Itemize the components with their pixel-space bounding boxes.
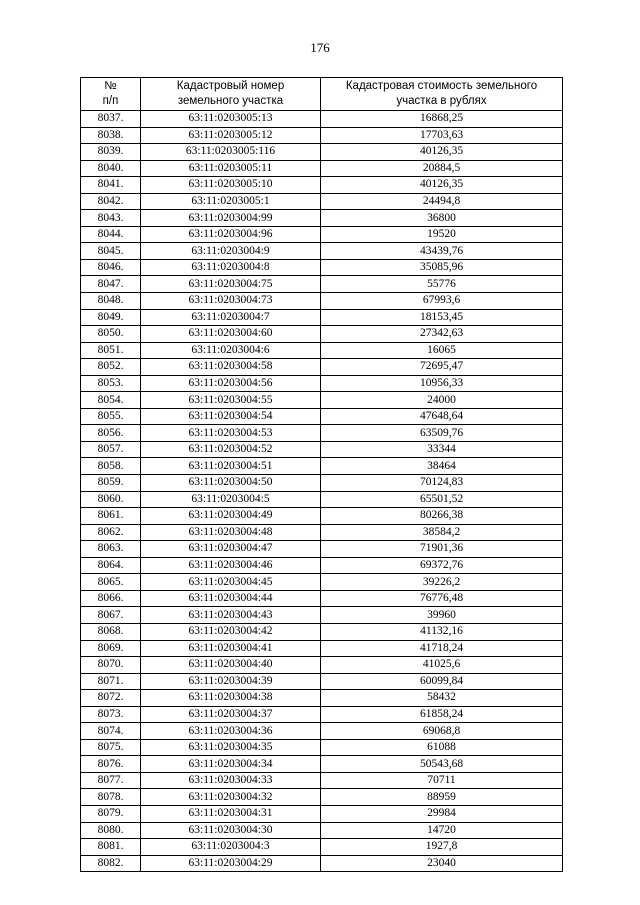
cadastral-number-cell: 63:11:0203004:39 xyxy=(141,673,321,690)
row-number-cell: 8051. xyxy=(81,342,141,359)
row-number-cell: 8081. xyxy=(81,839,141,856)
cadastral-value-cell: 27342,63 xyxy=(321,326,563,343)
table-row xyxy=(81,408,563,425)
row-number-cell: 8059. xyxy=(81,475,141,492)
row-number-cell: 8082. xyxy=(81,855,141,872)
row-number-cell: 8039. xyxy=(81,144,141,161)
cadastral-number-cell: 63:11:0203004:6 xyxy=(141,342,321,359)
header-cadastral-number xyxy=(141,78,321,111)
cadastral-value-cell: 29984 xyxy=(321,805,563,822)
cadastral-value-cell: 71901,36 xyxy=(321,541,563,558)
table-row xyxy=(81,541,563,558)
cadastral-value-cell: 80266,38 xyxy=(321,508,563,525)
table-row xyxy=(81,375,563,392)
table-row xyxy=(81,607,563,624)
cadastral-number-cell: 63:11:0203004:96 xyxy=(141,226,321,243)
cadastral-value-cell: 88959 xyxy=(321,789,563,806)
cadastral-value-cell: 63509,76 xyxy=(321,425,563,442)
table-row xyxy=(81,524,563,541)
cadastral-number-cell: 63:11:0203004:58 xyxy=(141,359,321,376)
cadastral-value-cell: 38464 xyxy=(321,458,563,475)
table-row xyxy=(81,342,563,359)
row-number-cell: 8070. xyxy=(81,657,141,674)
table-row xyxy=(81,657,563,674)
row-number-cell: 8055. xyxy=(81,408,141,425)
table-row xyxy=(81,508,563,525)
cadastral-value-table xyxy=(80,77,563,872)
row-number-cell: 8071. xyxy=(81,673,141,690)
row-number-cell: 8048. xyxy=(81,293,141,310)
cadastral-number-cell: 63:11:0203004:34 xyxy=(141,756,321,773)
row-number-cell: 8065. xyxy=(81,574,141,591)
cadastral-value-cell: 58432 xyxy=(321,690,563,707)
cadastral-value-cell: 36800 xyxy=(321,210,563,227)
cadastral-number-cell: 63:11:0203005:13 xyxy=(141,111,321,128)
row-number-cell: 8079. xyxy=(81,805,141,822)
table-row xyxy=(81,458,563,475)
header-row-number-line-1: № xyxy=(104,80,117,92)
table-row xyxy=(81,425,563,442)
table-row xyxy=(81,475,563,492)
cadastral-number-cell: 63:11:0203004:33 xyxy=(141,772,321,789)
header-row-number xyxy=(81,78,141,111)
row-number-cell: 8050. xyxy=(81,326,141,343)
table-row xyxy=(81,557,563,574)
table-row xyxy=(81,243,563,260)
cadastral-number-cell: 63:11:0203004:43 xyxy=(141,607,321,624)
header-cadastral-value-line-2: участка в рублях xyxy=(396,95,487,107)
cadastral-value-cell: 20884,5 xyxy=(321,160,563,177)
cadastral-value-cell: 65501,52 xyxy=(321,491,563,508)
cadastral-number-cell: 63:11:0203004:31 xyxy=(141,805,321,822)
cadastral-number-cell: 63:11:0203004:53 xyxy=(141,425,321,442)
table-row xyxy=(81,855,563,872)
cadastral-number-cell: 63:11:0203004:45 xyxy=(141,574,321,591)
row-number-cell: 8040. xyxy=(81,160,141,177)
cadastral-value-cell: 72695,47 xyxy=(321,359,563,376)
header-cadastral-number-line-2: земельного участка xyxy=(177,95,284,107)
cadastral-number-cell: 63:11:0203004:56 xyxy=(141,375,321,392)
cadastral-value-cell: 40126,35 xyxy=(321,144,563,161)
cadastral-number-cell: 63:11:0203005:116 xyxy=(141,144,321,161)
cadastral-value-cell: 10956,33 xyxy=(321,375,563,392)
cadastral-value-cell: 70711 xyxy=(321,772,563,789)
row-number-cell: 8075. xyxy=(81,739,141,756)
cadastral-number-cell: 63:11:0203004:40 xyxy=(141,657,321,674)
row-number-cell: 8063. xyxy=(81,541,141,558)
cadastral-number-cell: 63:11:0203004:55 xyxy=(141,392,321,409)
cadastral-value-cell: 39960 xyxy=(321,607,563,624)
table-row xyxy=(81,309,563,326)
table-row xyxy=(81,259,563,276)
row-number-cell: 8037. xyxy=(81,111,141,128)
cadastral-value-cell: 55776 xyxy=(321,276,563,293)
header-cadastral-value xyxy=(321,78,563,111)
cadastral-value-cell: 67993,6 xyxy=(321,293,563,310)
table-row xyxy=(81,491,563,508)
table-row xyxy=(81,805,563,822)
cadastral-number-cell: 63:11:0203005:12 xyxy=(141,127,321,144)
table-row xyxy=(81,574,563,591)
header-cadastral-number-line-1: Кадастровый номер xyxy=(176,80,285,92)
table-body xyxy=(81,111,563,872)
row-number-cell: 8067. xyxy=(81,607,141,624)
table-row xyxy=(81,226,563,243)
cadastral-value-cell: 69068,8 xyxy=(321,723,563,740)
cadastral-value-cell: 69372,76 xyxy=(321,557,563,574)
cadastral-number-cell: 63:11:0203004:3 xyxy=(141,839,321,856)
cadastral-number-cell: 63:11:0203004:32 xyxy=(141,789,321,806)
cadastral-value-cell: 18153,45 xyxy=(321,309,563,326)
table-row xyxy=(81,160,563,177)
cadastral-value-cell: 17703,63 xyxy=(321,127,563,144)
table-row xyxy=(81,839,563,856)
row-number-cell: 8057. xyxy=(81,441,141,458)
row-number-cell: 8049. xyxy=(81,309,141,326)
cadastral-value-cell: 60099,84 xyxy=(321,673,563,690)
cadastral-value-cell: 43439,76 xyxy=(321,243,563,260)
row-number-cell: 8038. xyxy=(81,127,141,144)
row-number-cell: 8077. xyxy=(81,772,141,789)
page-number: 176 xyxy=(310,40,330,55)
table-row xyxy=(81,623,563,640)
cadastral-number-cell: 63:11:0203004:41 xyxy=(141,640,321,657)
row-number-cell: 8058. xyxy=(81,458,141,475)
table-row xyxy=(81,193,563,210)
cadastral-number-cell: 63:11:0203004:5 xyxy=(141,491,321,508)
cadastral-number-cell: 63:11:0203004:30 xyxy=(141,822,321,839)
cadastral-value-cell: 41025,6 xyxy=(321,657,563,674)
table-row xyxy=(81,789,563,806)
header-row-number-line-2: п/п xyxy=(102,95,119,107)
cadastral-value-cell: 35085,96 xyxy=(321,259,563,276)
row-number-cell: 8062. xyxy=(81,524,141,541)
cadastral-number-cell: 63:11:0203004:60 xyxy=(141,326,321,343)
cadastral-value-cell: 61088 xyxy=(321,739,563,756)
table-row xyxy=(81,144,563,161)
row-number-cell: 8042. xyxy=(81,193,141,210)
row-number-cell: 8046. xyxy=(81,259,141,276)
row-number-cell: 8066. xyxy=(81,590,141,607)
row-number-cell: 8078. xyxy=(81,789,141,806)
cadastral-value-cell: 14720 xyxy=(321,822,563,839)
row-number-cell: 8056. xyxy=(81,425,141,442)
table-row xyxy=(81,392,563,409)
row-number-cell: 8069. xyxy=(81,640,141,657)
cadastral-number-cell: 63:11:0203004:44 xyxy=(141,590,321,607)
table-row xyxy=(81,673,563,690)
table-row xyxy=(81,690,563,707)
cadastral-number-cell: 63:11:0203004:50 xyxy=(141,475,321,492)
header-cadastral-value-line-1: Кадастровая стоимость земельного xyxy=(345,80,538,92)
row-number-cell: 8076. xyxy=(81,756,141,773)
table-row xyxy=(81,359,563,376)
cadastral-number-cell: 63:11:0203004:73 xyxy=(141,293,321,310)
cadastral-value-cell: 40126,35 xyxy=(321,177,563,194)
table-row xyxy=(81,756,563,773)
cadastral-value-cell: 16868,25 xyxy=(321,111,563,128)
row-number-cell: 8054. xyxy=(81,392,141,409)
row-number-cell: 8068. xyxy=(81,623,141,640)
table-row xyxy=(81,276,563,293)
table-row xyxy=(81,111,563,128)
cadastral-number-cell: 63:11:0203004:47 xyxy=(141,541,321,558)
cadastral-value-cell: 16065 xyxy=(321,342,563,359)
cadastral-value-cell: 24494,8 xyxy=(321,193,563,210)
cadastral-value-cell: 38584,2 xyxy=(321,524,563,541)
cadastral-value-cell: 33344 xyxy=(321,441,563,458)
table-row xyxy=(81,441,563,458)
cadastral-number-cell: 63:11:0203004:54 xyxy=(141,408,321,425)
cadastral-value-cell: 70124,83 xyxy=(321,475,563,492)
cadastral-number-cell: 63:11:0203005:11 xyxy=(141,160,321,177)
cadastral-value-cell: 19520 xyxy=(321,226,563,243)
table-header-row xyxy=(81,78,563,111)
table-row xyxy=(81,326,563,343)
cadastral-number-cell: 63:11:0203004:75 xyxy=(141,276,321,293)
cadastral-value-cell: 47648,64 xyxy=(321,408,563,425)
row-number-cell: 8061. xyxy=(81,508,141,525)
row-number-cell: 8073. xyxy=(81,706,141,723)
cadastral-number-cell: 63:11:0203004:7 xyxy=(141,309,321,326)
cadastral-value-cell: 41132,16 xyxy=(321,623,563,640)
cadastral-number-cell: 63:11:0203004:49 xyxy=(141,508,321,525)
cadastral-number-cell: 63:11:0203004:48 xyxy=(141,524,321,541)
cadastral-number-cell: 63:11:0203004:99 xyxy=(141,210,321,227)
table-row xyxy=(81,177,563,194)
cadastral-value-cell: 50543,68 xyxy=(321,756,563,773)
row-number-cell: 8080. xyxy=(81,822,141,839)
cadastral-value-cell: 39226,2 xyxy=(321,574,563,591)
cadastral-value-cell: 61858,24 xyxy=(321,706,563,723)
row-number-cell: 8047. xyxy=(81,276,141,293)
row-number-cell: 8053. xyxy=(81,375,141,392)
table-row xyxy=(81,822,563,839)
row-number-cell: 8072. xyxy=(81,690,141,707)
table-row xyxy=(81,723,563,740)
row-number-cell: 8045. xyxy=(81,243,141,260)
table-row xyxy=(81,127,563,144)
cadastral-number-cell: 63:11:0203004:46 xyxy=(141,557,321,574)
table-row xyxy=(81,772,563,789)
cadastral-number-cell: 63:11:0203004:29 xyxy=(141,855,321,872)
cadastral-number-cell: 63:11:0203005:1 xyxy=(141,193,321,210)
row-number-cell: 8074. xyxy=(81,723,141,740)
cadastral-number-cell: 63:11:0203004:42 xyxy=(141,623,321,640)
cadastral-number-cell: 63:11:0203005:10 xyxy=(141,177,321,194)
cadastral-number-cell: 63:11:0203004:9 xyxy=(141,243,321,260)
table-row xyxy=(81,640,563,657)
table-row xyxy=(81,210,563,227)
table-row xyxy=(81,706,563,723)
cadastral-number-cell: 63:11:0203004:38 xyxy=(141,690,321,707)
cadastral-value-cell: 76776,48 xyxy=(321,590,563,607)
row-number-cell: 8041. xyxy=(81,177,141,194)
cadastral-number-cell: 63:11:0203004:37 xyxy=(141,706,321,723)
row-number-cell: 8052. xyxy=(81,359,141,376)
cadastral-number-cell: 63:11:0203004:36 xyxy=(141,723,321,740)
row-number-cell: 8060. xyxy=(81,491,141,508)
cadastral-value-cell: 23040 xyxy=(321,855,563,872)
row-number-cell: 8064. xyxy=(81,557,141,574)
table-row xyxy=(81,590,563,607)
cadastral-value-cell: 41718,24 xyxy=(321,640,563,657)
row-number-cell: 8043. xyxy=(81,210,141,227)
cadastral-value-cell: 1927,8 xyxy=(321,839,563,856)
row-number-cell: 8044. xyxy=(81,226,141,243)
cadastral-number-cell: 63:11:0203004:51 xyxy=(141,458,321,475)
cadastral-number-cell: 63:11:0203004:35 xyxy=(141,739,321,756)
cadastral-value-cell: 24000 xyxy=(321,392,563,409)
cadastral-number-cell: 63:11:0203004:52 xyxy=(141,441,321,458)
cadastral-number-cell: 63:11:0203004:8 xyxy=(141,259,321,276)
table-row xyxy=(81,739,563,756)
table-row xyxy=(81,293,563,310)
